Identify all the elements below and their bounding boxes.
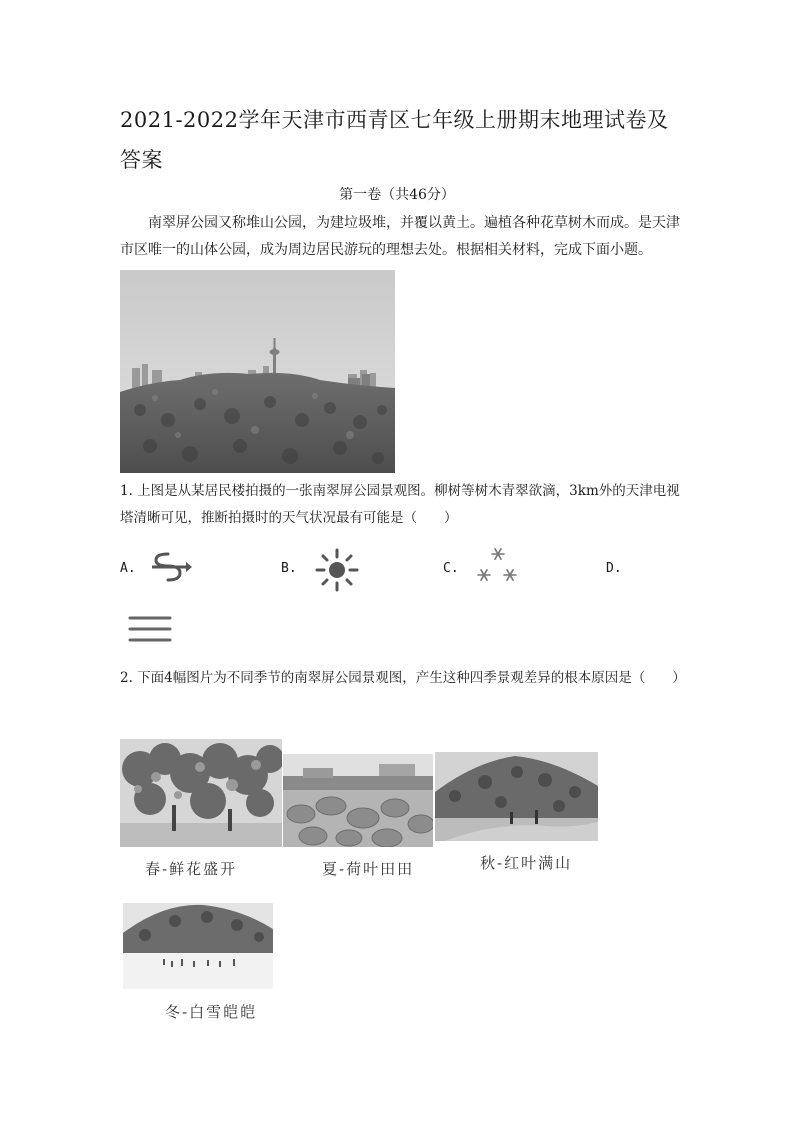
snow-icon xyxy=(470,545,522,591)
question-2-text: 2. 下面4幅图片为不同季节的南翠屏公园景观图，产生这种四季景观差异的根本原因是（ ） xyxy=(120,670,686,686)
section-header: 第一卷（共46分） xyxy=(339,187,455,203)
sunny-icon xyxy=(312,548,362,596)
typhoon-icon xyxy=(148,549,192,589)
autumn-photo xyxy=(435,752,598,841)
option-d-label: D. xyxy=(606,561,622,576)
winter-caption: 冬-白雪皑皑 xyxy=(165,1003,258,1021)
park-skyline-photo xyxy=(120,270,395,473)
intro-paragraph xyxy=(120,210,680,264)
summer-caption: 夏-荷叶田田 xyxy=(322,860,415,878)
spring-caption: 春-鲜花盛开 xyxy=(145,860,238,878)
option-c-label: C. xyxy=(443,561,459,576)
option-a-label: A. xyxy=(120,561,136,576)
spring-photo xyxy=(120,739,282,847)
summer-photo xyxy=(283,754,433,847)
question-1-text: 1. 上图是从某居民楼拍摄的一张南翠屏公园景观图。柳树等树木青翠欲滴，3km外的天津电视塔清晰可见，推断拍摄时的天气状况最有可能是（ ） xyxy=(120,483,680,526)
exam-title: 2021-2022学年天津市西青区七年级上册期末地理试卷及答案 xyxy=(120,108,669,172)
intro-text: 南翠屏公园又称堆山公园，为建垃圾堆，并覆以黄土。遍植各种花草树木而成。是天津市区唯一的山体公园，成为周边居民游玩的理想去处。根据相关材料，完成下面小题。 xyxy=(120,215,680,258)
autumn-caption: 秋-红叶满山 xyxy=(480,854,573,872)
fog-icon xyxy=(126,612,174,650)
winter-photo xyxy=(123,903,273,989)
option-b-label: B. xyxy=(281,561,297,576)
